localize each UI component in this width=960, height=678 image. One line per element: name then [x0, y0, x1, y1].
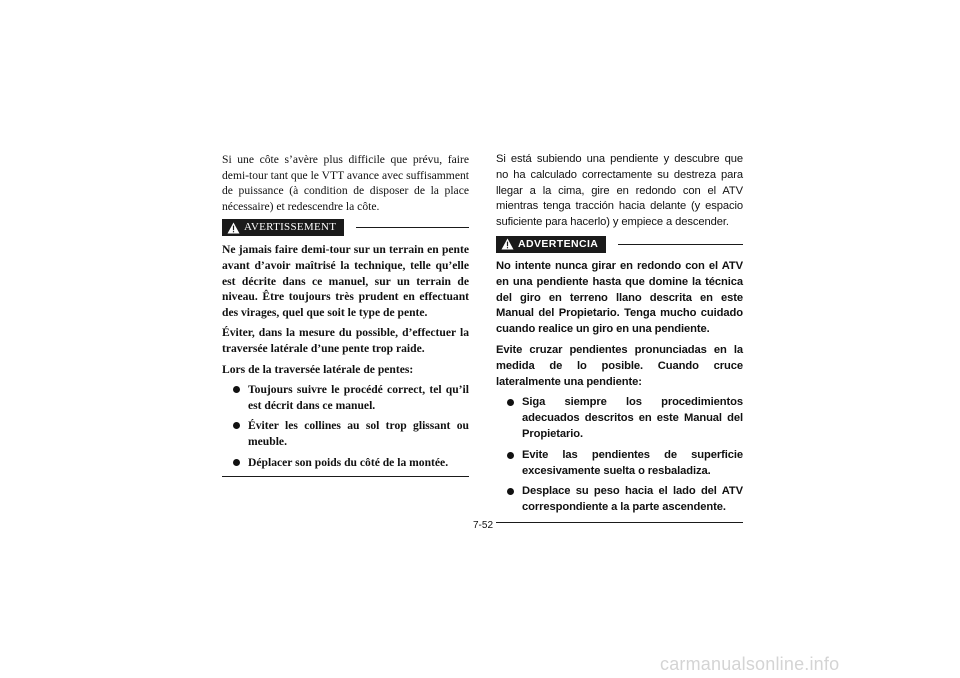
- spanish-bullet-item: Siga siempre los procedimientos adecuados descritos en este Manual del Propietario.: [496, 395, 743, 442]
- french-end-rule: [222, 476, 469, 477]
- spanish-bullet-item: Evite las pendientes de superficie excesivamente suelta o resbaladiza.: [496, 448, 743, 480]
- french-warning-paragraph-1: Ne jamais faire demi-tour sur un terrain en pente avant d’avoir maîtrisé la technique, telle qu’elle est décrite dans ce manuel, sur un terrain de niveau. Être toujours très prudent en effectuant des virages, quel que soit le type de pente.: [222, 243, 469, 319]
- spanish-warning-header: [496, 236, 743, 253]
- french-warning-paragraph-2: Éviter, dans la mesure du possible, d’effectuer la traversée latérale d’une pente trop raide.: [222, 326, 469, 355]
- spanish-warning-paragraph-1: No intente nunca girar en redondo con el ATV en una pendiente hasta que domine la técnica del giro en terreno llano descrita en este Manual del Propietario. Tenga mucho cuidado cuando realice un giro en una pendiente.: [496, 259, 743, 336]
- spanish-end-rule: [496, 522, 743, 523]
- french-warning-rule: [356, 227, 469, 228]
- french-bullet-item: Éviter les collines au sol trop glissant ou meuble.: [222, 418, 469, 449]
- french-bullet-list: [222, 382, 469, 470]
- french-warning-badge: [222, 219, 344, 236]
- spanish-bullet-item: Desplace su peso hacia el lado del ATV correspondiente a la parte ascendente.: [496, 484, 743, 516]
- french-bullet-item: Déplacer son poids du côté de la montée.: [222, 455, 469, 471]
- french-warning-header: [222, 219, 469, 236]
- spanish-warning-paragraph-2: Evite cruzar pendientes pronunciadas en la medida de lo posible. Cuando cruce lateralmente una pendiente:: [496, 343, 743, 388]
- spanish-intro-paragraph: Si está subiendo una pendiente y descubre que no ha calculado correctamente su destreza para llegar a la cima, gire en redondo con el ATV mientras tenga tracción hacia delante (y espacio suficiente para hacerlo) y empiece a descender.: [496, 153, 743, 229]
- spanish-warning-badge: [496, 236, 606, 253]
- french-bullet-item: Toujours suivre le procédé correct, tel qu’il est décrit dans ce manuel.: [222, 382, 469, 413]
- french-warning-paragraph-3: Lors de la traversée latérale de pentes:: [222, 362, 414, 376]
- warning-triangle-icon: [501, 238, 514, 250]
- spanish-warning-rule: [618, 244, 743, 245]
- spanish-column: [496, 152, 743, 523]
- watermark-text: carmanualsonline.info: [660, 654, 840, 674]
- spanish-bullet-list: [496, 395, 743, 516]
- french-column: [222, 152, 469, 477]
- french-intro-paragraph: Si une côte s’avère plus difficile que prévu, faire demi-tour tant que le VTT avance avec suffisamment de puissance (à condition de disposer de la place nécessaire) et redescendre la côte.: [222, 153, 469, 213]
- french-warning-label: AVERTISSEMENT: [244, 221, 337, 234]
- page-number: 7-52: [472, 520, 493, 531]
- spanish-warning-label: ADVERTENCIA: [518, 237, 599, 250]
- warning-triangle-icon: [227, 222, 240, 234]
